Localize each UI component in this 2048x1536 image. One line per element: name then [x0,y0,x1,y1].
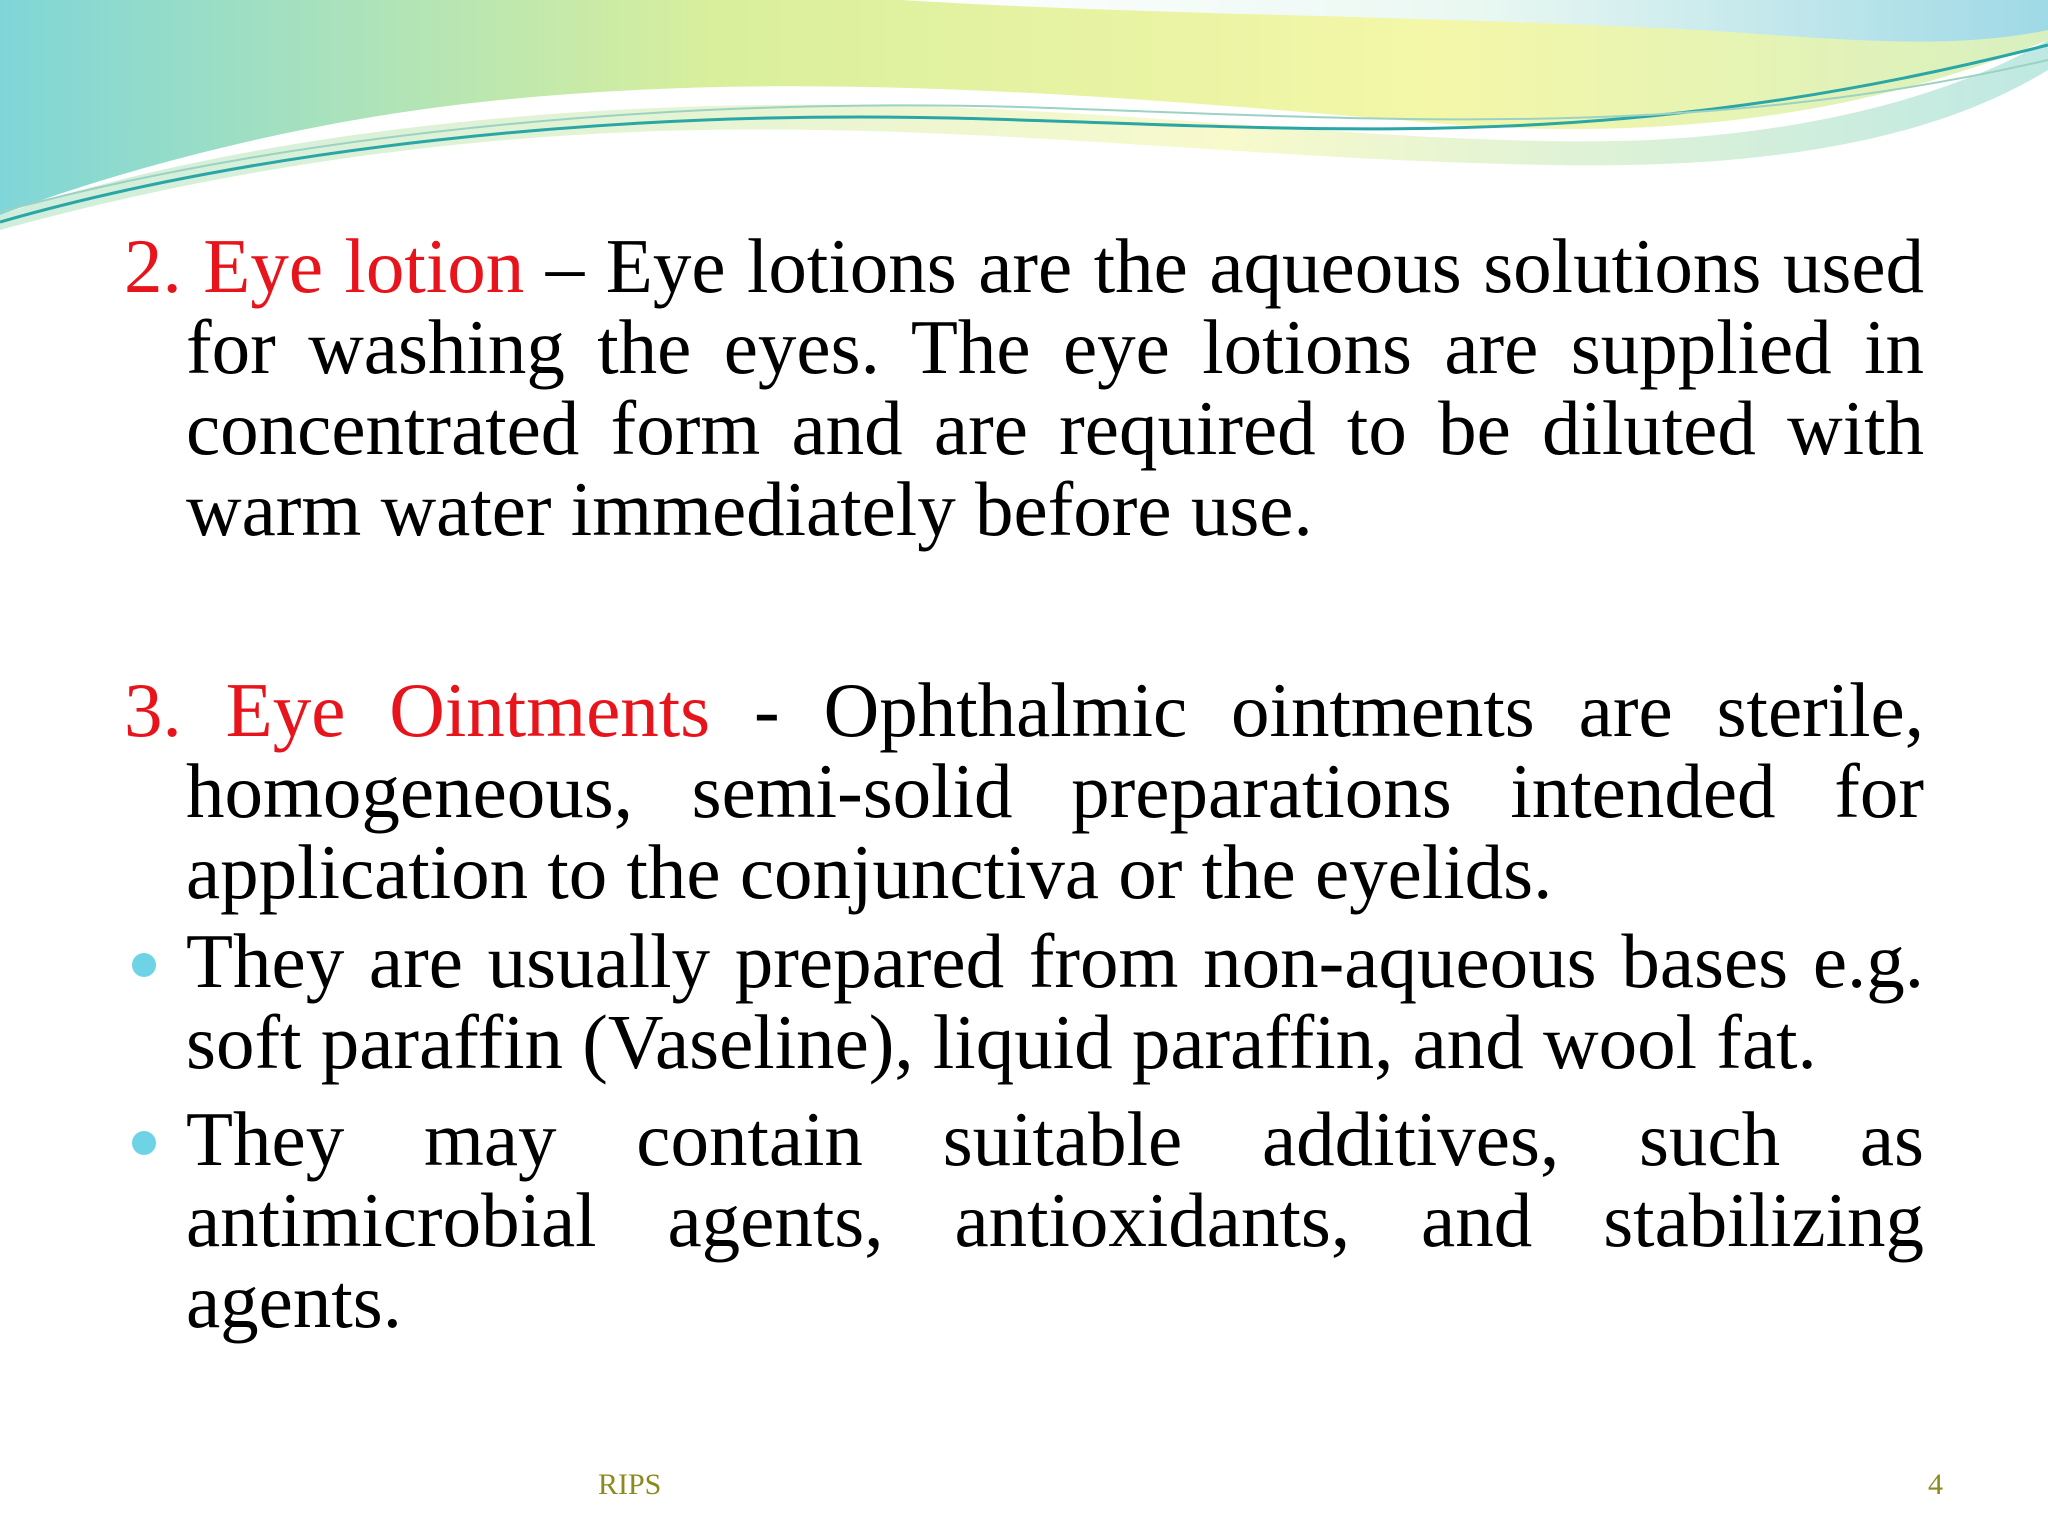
definition-eye-lotion: – Eye lotions are the aqueous solutions used for washing the eyes. The eye lotions are supplied in concentrated form and are required to be diluted with warm water immediately before use. [186,223,1924,552]
bullet-text: They are usually prepared from non-aqueous bases e.g. soft paraffin (Vaseline), liquid paraffin, and wool fat. [186,918,1924,1085]
term-eye-lotion: 2. Eye lotion [124,223,525,309]
page-number: 4 [1928,1468,1943,1501]
paragraph-eye-ointments [124,667,1924,915]
slide-body [124,223,1924,1358]
header-wave-decoration [0,0,2048,240]
bullet-item [124,1096,1924,1344]
bullet-dot-icon [132,953,156,977]
spacer [124,550,1924,670]
definition-eye-ointments: - Ophthalmic ointments are sterile, homogeneous, semi-solid preparations intended for application to the conjunctiva or the eyelids. [186,667,1924,915]
bullet-list [124,918,1924,1344]
footer-label: RIPS [598,1468,662,1501]
paragraph-eye-lotion [124,223,1924,552]
bullet-text: They may contain suitable additives, such as antimicrobial agents, antioxidants, and stabilizing agents. [186,1096,1924,1344]
bullet-item [124,918,1924,1085]
term-eye-ointments: 3. Eye Ointments [124,667,711,753]
bullet-dot-icon [132,1131,156,1155]
